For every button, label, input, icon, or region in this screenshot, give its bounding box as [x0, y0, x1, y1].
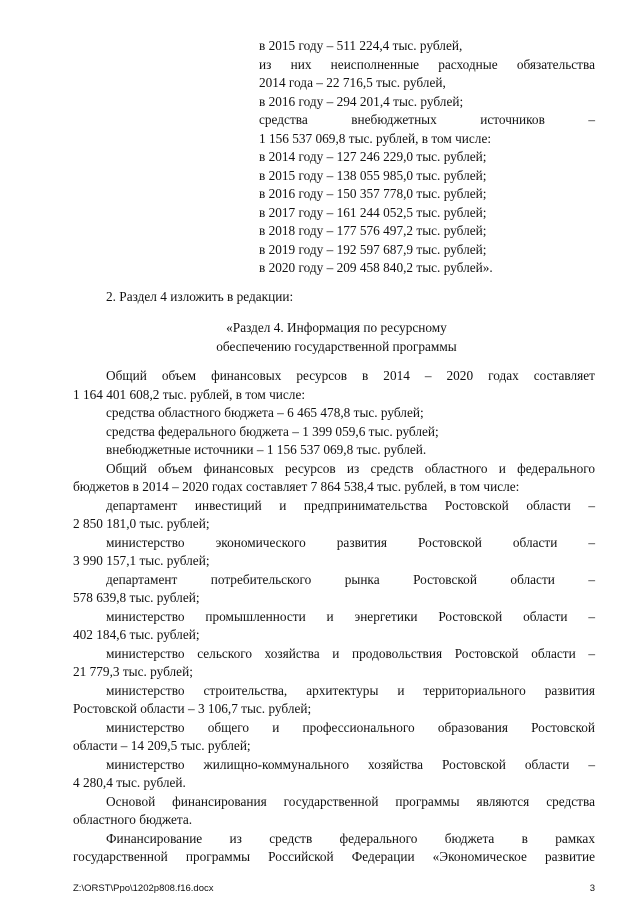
- text-line: 4 280,4 тыс. рублей.: [73, 775, 186, 790]
- text-line: в 2020 году – 209 458 840,2 тыс. рублей».: [259, 260, 493, 275]
- text-line: министерство сельского хозяйства и продовольствия Ростовской области –: [106, 646, 595, 661]
- text-line: в 2015 году – 138 055 985,0 тыс. рублей;: [259, 168, 487, 183]
- text-line: министерство промышленности и энергетики Ростовской области –: [106, 609, 595, 624]
- text-line: из них неисполненные расходные обязательства: [259, 57, 595, 72]
- text-line: Ростовской области – 3 106,7 тыс. рублей;: [73, 701, 312, 716]
- text-line: в 2016 году – 294 201,4 тыс. рублей;: [259, 94, 464, 109]
- section-heading-line-2: обеспечению государственной программы: [216, 339, 457, 354]
- text-line: области – 14 209,5 тыс. рублей;: [73, 738, 251, 753]
- text-line: 2 850 181,0 тыс. рублей;: [73, 516, 210, 531]
- text-line: средства областного бюджета – 6 465 478,8 тыс. рублей;: [106, 405, 424, 420]
- text-line: Общий объем финансовых ресурсов в 2014 – 2020 годах составляет: [106, 368, 595, 383]
- text-line: средства внебюджетных источников –: [259, 112, 595, 127]
- text-line: министерство жилищно-коммунального хозяйства Ростовской области –: [106, 757, 595, 772]
- text-line: департамент инвестиций и предпринимательства Ростовской области –: [106, 498, 595, 513]
- text-line: департамент потребительского рынка Ростовской области –: [106, 572, 595, 587]
- text-line: министерство общего и профессионального образования Ростовской: [106, 720, 595, 735]
- text-line: 2014 года – 22 716,5 тыс. рублей,: [259, 75, 446, 90]
- section-heading-line-1: «Раздел 4. Информация по ресурсному: [226, 320, 447, 335]
- item-2-paragraph: 2. Раздел 4 изложить в редакции:: [106, 289, 294, 304]
- text-line: в 2019 году – 192 597 687,9 тыс. рублей;: [259, 242, 487, 257]
- text-line: 1 156 537 069,8 тыс. рублей, в том числе:: [259, 131, 492, 146]
- text-line: министерство строительства, архитектуры и территориального развития: [106, 683, 595, 698]
- text-line: 578 639,8 тыс. рублей;: [73, 590, 200, 605]
- text-line: Основой финансирования государственной программы являются средства: [106, 794, 595, 809]
- text-line: средства федерального бюджета – 1 399 059,6 тыс. рублей;: [106, 424, 439, 439]
- text-line: 402 184,6 тыс. рублей;: [73, 627, 200, 642]
- text-line: в 2016 году – 150 357 778,0 тыс. рублей;: [259, 186, 487, 201]
- text-line: министерство экономического развития Ростовской области –: [106, 535, 595, 550]
- footer-file-path: Z:\ORST\Ppo\1202p808.f16.docx: [73, 883, 214, 894]
- text-line: областного бюджета.: [73, 812, 193, 827]
- text-line: в 2017 году – 161 244 052,5 тыс. рублей;: [259, 205, 487, 220]
- text-line: государственной программы Российской Федерации «Экономическое развитие: [73, 849, 595, 864]
- text-line: 21 779,3 тыс. рублей;: [73, 664, 193, 679]
- text-line: Финансирование из средств федерального бюджета в рамках: [106, 831, 595, 846]
- text-line: внебюджетные источники – 1 156 537 069,8 тыс. рублей.: [106, 442, 427, 457]
- text-line: 1 164 401 608,2 тыс. рублей, в том числе:: [73, 387, 306, 402]
- text-line: 3 990 157,1 тыс. рублей;: [73, 553, 210, 568]
- text-line: в 2015 году – 511 224,4 тыс. рублей,: [259, 38, 463, 53]
- text-line: Общий объем финансовых ресурсов из средств областного и федерального: [106, 461, 595, 476]
- text-line: в 2014 году – 127 246 229,0 тыс. рублей;: [259, 149, 487, 164]
- text-line: в 2018 году – 177 576 497,2 тыс. рублей;: [259, 223, 487, 238]
- page-number: 3: [589, 883, 595, 894]
- text-line: бюджетов в 2014 – 2020 годах составляет 7 864 538,4 тыс. рублей, в том числе:: [73, 479, 520, 494]
